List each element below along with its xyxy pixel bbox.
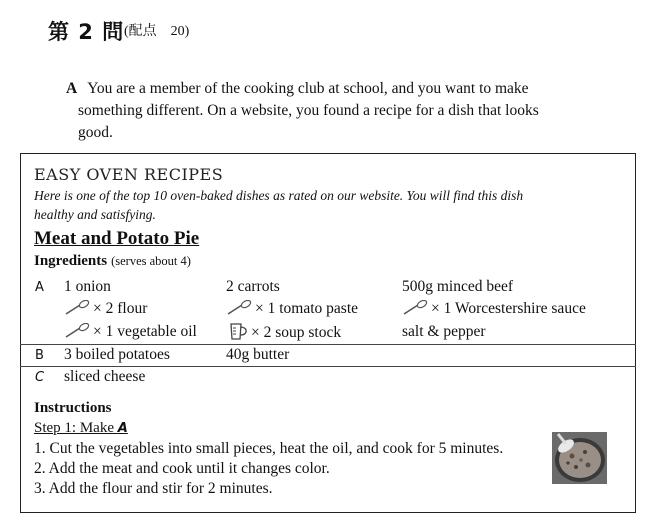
ingredients-heading [34,253,191,270]
ingredient-butter: 40g butter [226,346,290,363]
spoon-icon [402,300,428,316]
site-description [34,186,622,224]
intro-paragraph [66,78,608,144]
ingredient-boiled-potatoes: 3 boiled potatoes [64,346,170,363]
measuring-cup-icon [226,322,248,340]
intro-label: A [66,80,78,97]
spoon-icon [64,300,90,316]
ingredient-minced-beef: 500g minced beef [402,278,514,295]
site-name: EASY OVEN RECIPES [34,165,224,184]
instruction-line: 2. Add the meat and cook until it changes color. [34,460,330,477]
group-c-label: C [35,370,45,385]
step-1-heading: Step 1: Make A [34,420,128,436]
instruction-line: 3. Add the flour and stir for 2 minutes. [34,480,273,497]
ingredient-salt-pepper: salt & pepper [402,323,486,340]
ingredient-flour: × 2 flour [64,300,147,318]
spoon-icon [226,300,252,316]
ingredient-onion: 1 onion [64,278,111,295]
instructions-heading: Instructions [34,400,112,416]
divider-a-b [20,344,636,345]
question-points: (配点 20) [124,24,190,39]
divider-b-c [20,366,636,367]
ingredient-worcestershire: × 1 Worcestershire sauce [402,300,586,318]
ingredient-carrots: 2 carrots [226,278,280,295]
instruction-line: 1. Cut the vegetables into small pieces, heat the oil, and cook for 5 minutes. [34,440,504,457]
ingredients-label: Ingredients [34,253,108,269]
ingredient-vegetable-oil: × 1 vegetable oil [64,323,197,341]
dish-title: Meat and Potato Pie [34,228,200,249]
ingredient-tomato-paste: × 1 tomato paste [226,300,358,318]
intro-line-1: You are a member of the cooking club at school, and you want to make [87,80,529,97]
site-description-line-2: healthy and satisfying. [34,207,156,222]
question-title: 第 2 問 [48,20,125,44]
spoon-icon [64,323,90,339]
step-1-part-label: A [117,421,128,436]
ingredient-soup-stock: × 2 soup stock [226,322,341,342]
serves-note: (serves about 4) [111,254,191,268]
intro-line-3: good. [78,124,113,141]
site-description-line-1: Here is one of the top 10 oven-baked dishes as rated on our website. You will find this dish [34,188,524,203]
group-a-label: A [35,280,44,295]
intro-line-2: something different. On a website, you found a recipe for a dish that looks [78,102,539,119]
pan-photo [552,432,607,484]
group-b-label: B [35,348,44,363]
ingredient-sliced-cheese: sliced cheese [64,368,146,385]
